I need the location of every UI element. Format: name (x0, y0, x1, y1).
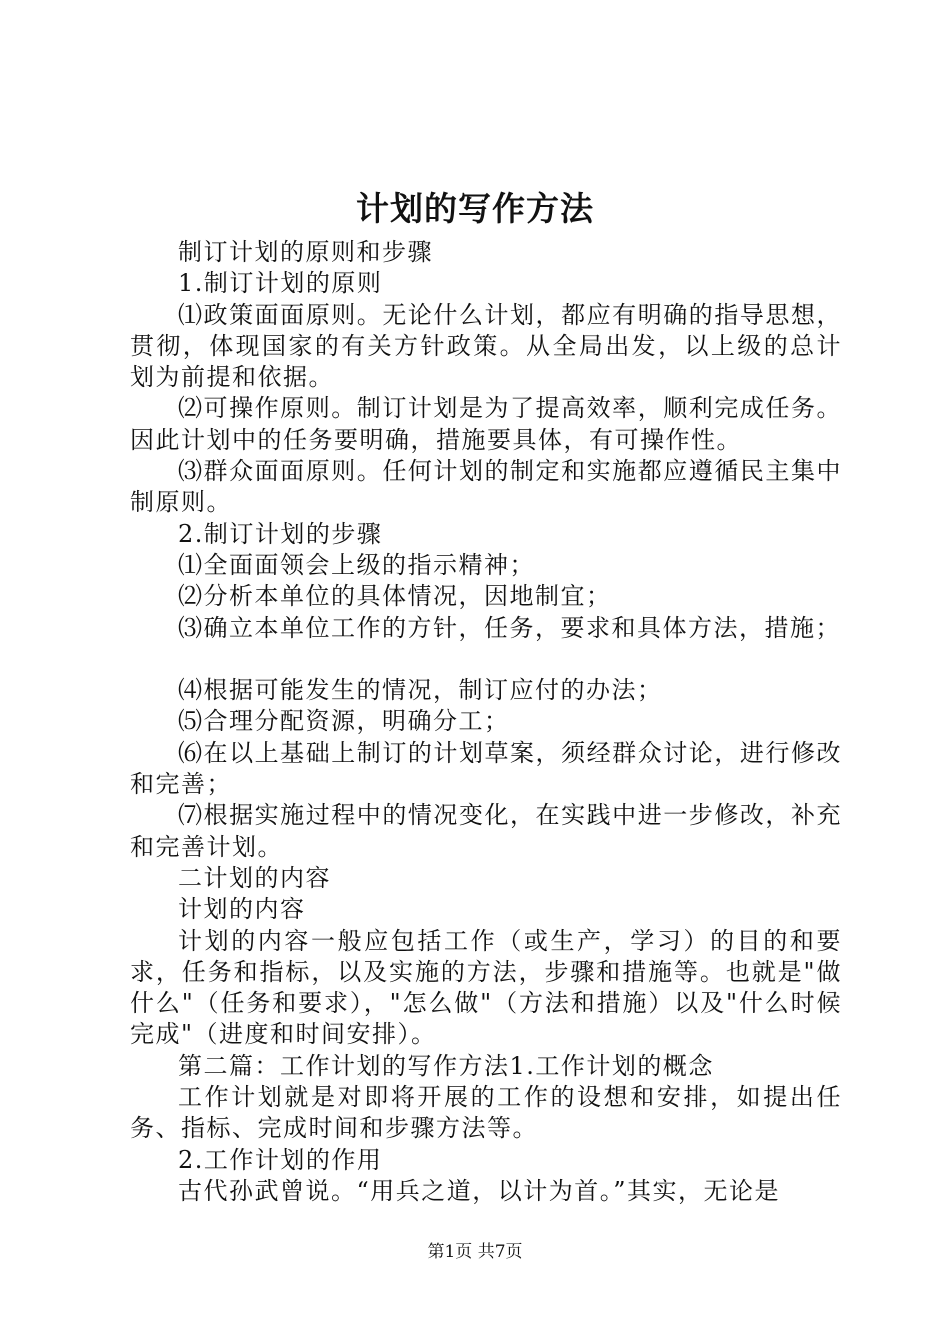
paragraph: 第二篇：工作计划的写作方法1.工作计划的概念 (178, 1051, 714, 1080)
paragraph: ⑸合理分配资源，明确分工； (178, 707, 510, 736)
paragraph: 1.制订计划的原则 (178, 269, 383, 298)
document-title: 计划的写作方法 (356, 189, 594, 228)
paragraph: 2.工作计划的作用 (178, 1145, 383, 1174)
paragraph: ⑵可操作原则。制订计划是为了提高效率，顺利完成任务。因此计划中的任务要明确，措施要具体，有可操作性。 (130, 394, 842, 454)
paragraph: ⑺根据实施过程中的情况变化，在实践中进一步修改，补充和完善计划。 (130, 801, 842, 861)
paragraph: 计划的内容一般应包括工作（或生产，学习）的目的和要求，任务和指标，以及实施的方法，步骤和措施等。也就是"做什么"（任务和要求），"怎么做"（方法和措施）以及"什么时候完成"（进度和时间安排）。 (130, 926, 842, 1049)
paragraph: 古代孙武曾说。“用兵之道，以计为首。”其实，无论是 (178, 1176, 781, 1205)
paragraph: ⑶群众面面原则。任何计划的制定和实施都应遵循民主集中制原则。 (130, 457, 842, 517)
paragraph: ⑵分析本单位的具体情况，因地制宜； (178, 582, 612, 611)
document-body (130, 237, 842, 1207)
paragraph: 计划的内容 (178, 895, 306, 924)
paragraph: 制订计划的原则和步骤 (178, 238, 433, 266)
paragraph: 工作计划就是对即将开展的工作的设想和安排，如提出任务、指标、完成时间和步骤方法等。 (130, 1083, 842, 1143)
page-footer: 第1页 共7页 (427, 1242, 523, 1262)
paragraph: ⑴政策面面原则。无论什么计划，都应有明确的指导思想，贯彻，体现国家的有关方针政策。从全局出发，以上级的总计划为前提和依据。 (130, 300, 842, 392)
paragraph: ⑹在以上基础上制订的计划草案，须经群众讨论，进行修改和完善； (130, 738, 842, 799)
paragraph: 2.制订计划的步骤 (178, 519, 383, 548)
paragraph: ⑷根据可能发生的情况，制订应付的办法； (178, 676, 663, 705)
paragraph: 二计划的内容 (178, 863, 331, 892)
blank-line (130, 644, 842, 675)
paragraph: ⑴全面面领会上级的指示精神； (178, 550, 535, 579)
paragraph: ⑶确立本单位工作的方针，任务，要求和具体方法，措施； (178, 613, 841, 642)
